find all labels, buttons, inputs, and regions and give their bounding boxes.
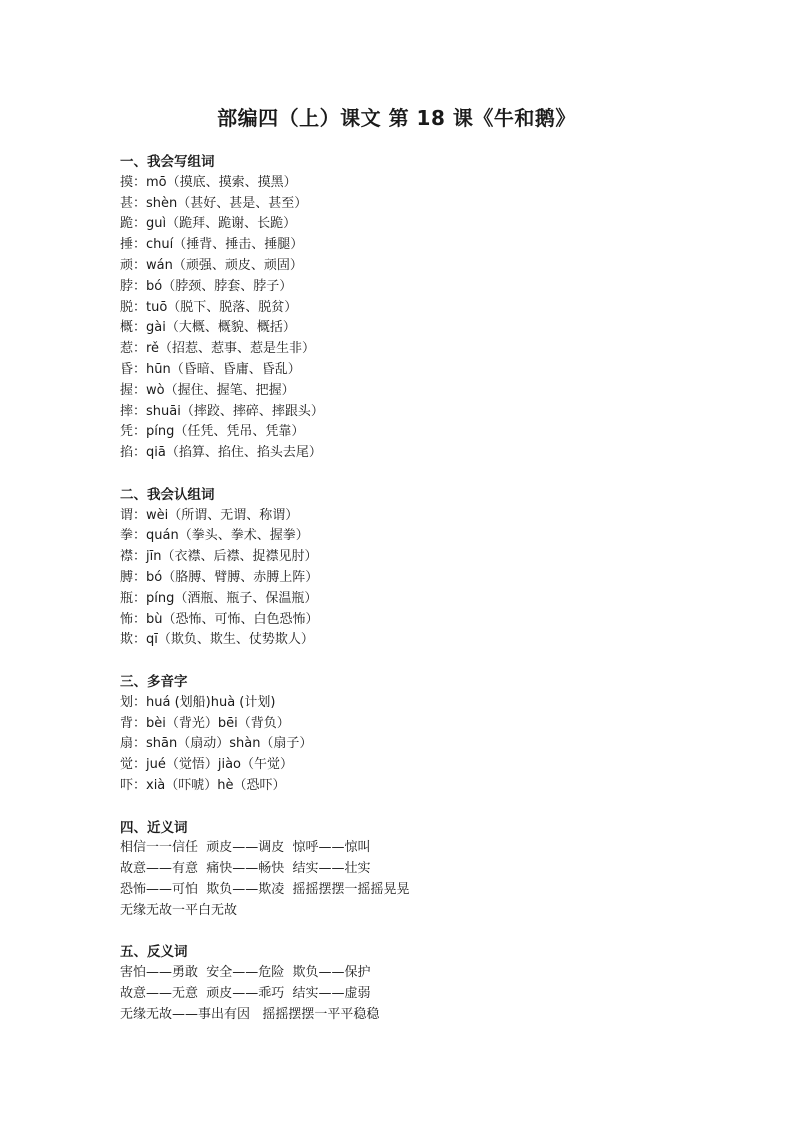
section-5 <box>120 942 740 1025</box>
text-line: 谓：wèi（所谓、无谓、称谓） <box>120 507 299 523</box>
text-line: 摔：shuāi（摔跤、摔碎、摔跟头） <box>120 403 324 419</box>
section-heading: 二、我会认组词 <box>120 486 215 503</box>
text-line: 捶：chuí（捶背、捶击、捶腿） <box>120 237 304 253</box>
text-line: 扇：shān（扇动）shàn（扇子） <box>120 736 313 752</box>
text-line: 顽：wán（顽强、顽皮、顽固） <box>120 257 303 273</box>
text-line: 背：bèi（背光）bēi（背负） <box>120 715 290 731</box>
section-2 <box>120 485 740 651</box>
text-line: 拳：quán（拳头、拳术、握拳） <box>120 528 309 544</box>
text-line: 欺：qī（欺负、欺生、仗势欺人） <box>120 632 314 648</box>
text-line: 无缘无故一平白无故 <box>120 902 238 918</box>
text-line: 概：gài（大概、概貌、概括） <box>120 320 296 336</box>
section-heading: 一、我会写组词 <box>120 154 215 170</box>
text-line: 惹：rě（招惹、惹事、惹是生非） <box>120 341 316 357</box>
section-heading: 四、近义词 <box>120 819 188 836</box>
text-line: 甚：shèn（甚好、甚是、甚至） <box>120 195 308 211</box>
text-line: 握：wò（握住、握笔、把握） <box>120 382 295 398</box>
text-line: 恐怖——可怕 欺负——欺凌 摇摇摆摆一摇摇晃晃 <box>120 881 410 897</box>
section-1 <box>120 152 740 464</box>
document-body <box>120 152 740 1046</box>
text-line: 故意——无意 顽皮——乖巧 结实——虚弱 <box>120 985 371 1001</box>
text-line: 掐：qiā（掐算、掐住、掐头去尾） <box>120 445 322 461</box>
text-line: 摸：mō（摸底、摸索、摸黑） <box>120 174 297 190</box>
text-line: 跪：guì（跪拜、跪谢、长跪） <box>120 216 297 232</box>
page-title: 部编四（上）课文 第 18 课《牛和鹅》 <box>217 106 576 130</box>
section-heading: 五、反义词 <box>120 944 188 961</box>
text-line: 吓：xià（吓唬）hè（恐吓） <box>120 777 286 793</box>
text-line: 昏：hūn（昏暗、昏庸、昏乱） <box>120 361 301 377</box>
text-line: 脱：tuō（脱下、脱落、脱贫） <box>120 299 298 315</box>
section-3 <box>120 672 740 797</box>
text-line: 故意——有意 痛快——畅快 结实——壮实 <box>120 861 371 877</box>
text-line: 瓶：píng（酒瓶、瓶子、保温瓶） <box>120 590 318 606</box>
text-line: 脖：bó（脖颈、脖套、脖子） <box>120 278 293 294</box>
text-line: 怖：bù（恐怖、可怖、白色恐怖） <box>120 611 319 627</box>
text-line: 无缘无故——事出有因 摇摇摆摆一平平稳稳 <box>120 1006 380 1022</box>
text-line: 相信一一信任 顽皮——调皮 惊呼——惊叫 <box>120 840 371 856</box>
text-line: 襟：jīn（衣襟、后襟、捉襟见肘） <box>120 549 318 565</box>
section-heading: 三、多音字 <box>120 673 188 690</box>
section-4 <box>120 818 740 922</box>
text-line: 觉：jué（觉悟）jiào（午觉） <box>120 757 293 773</box>
text-line: 害怕——勇敢 安全——危险 欺负——保护 <box>120 965 371 981</box>
text-line: 膊：bó（胳膊、臂膊、赤膊上阵） <box>120 569 319 585</box>
text-line: 凭：píng（任凭、凭吊、凭靠） <box>120 424 305 440</box>
text-line: 划：huá (划船)huà (计划) <box>120 694 276 710</box>
